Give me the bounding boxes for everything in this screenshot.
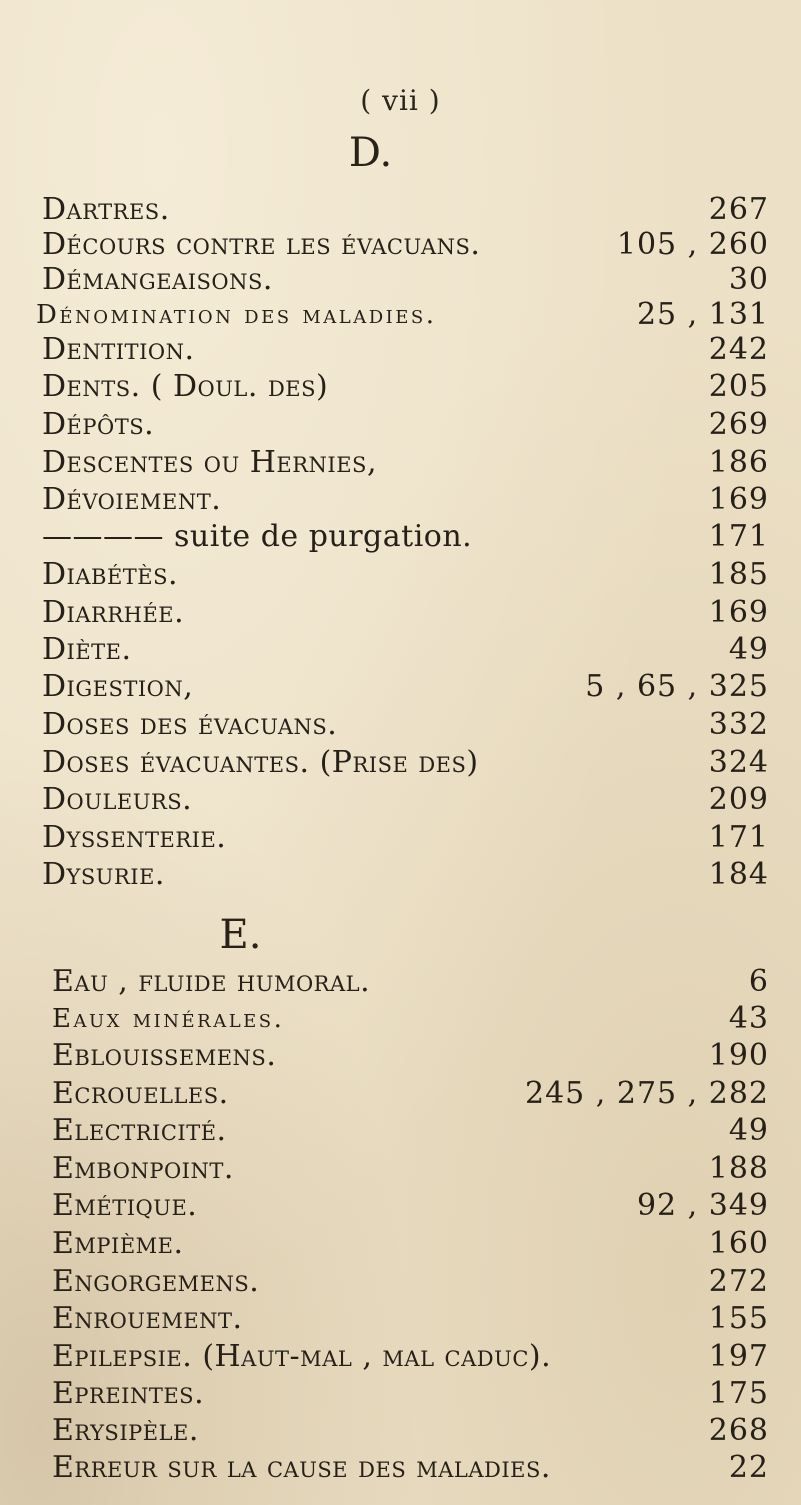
entry-term: Descentes ou Hernies, <box>42 445 377 480</box>
entry-pages: 190 <box>708 1038 769 1073</box>
entry-term: Dentition. <box>42 332 195 367</box>
entry-term: Dénomination des maladies. <box>36 300 437 330</box>
index-entry <box>0 1448 801 1492</box>
entry-term: Doses des évacuans. <box>42 707 338 742</box>
entry-pages: 245 , 275 , 282 <box>525 1076 769 1111</box>
entry-pages: 184 <box>708 857 769 892</box>
entry-pages: 186 <box>708 445 769 480</box>
entry-term: Engorgemens. <box>52 1264 260 1299</box>
entry-term: Dyssenterie. <box>42 820 227 855</box>
entry-pages: 324 <box>708 745 769 780</box>
entry-pages: 49 <box>728 1113 769 1148</box>
entry-pages: 332 <box>708 707 769 742</box>
entry-pages: 105 , 260 <box>616 227 769 262</box>
entry-pages: 30 <box>728 262 769 297</box>
entry-term: Enrouement. <box>52 1301 243 1336</box>
entry-term: Emétique. <box>52 1188 198 1223</box>
entry-pages: 25 , 131 <box>636 297 769 332</box>
entry-pages: 209 <box>708 782 769 817</box>
entry-term: Electricité. <box>52 1113 227 1148</box>
entry-pages: 268 <box>708 1413 769 1448</box>
entry-term: Embonpoint. <box>52 1151 234 1186</box>
section-letter-d: D. <box>348 130 393 176</box>
entry-term: Epilepsie. (Haut-mal , mal caduc). <box>52 1339 552 1374</box>
entry-term: Eaux minérales. <box>52 1004 285 1034</box>
entry-term: Dartres. <box>42 192 170 227</box>
entry-term: Dévoiement. <box>42 482 222 517</box>
entry-pages: 197 <box>708 1339 769 1374</box>
entry-term: Dysurie. <box>42 857 165 892</box>
entry-pages: 171 <box>708 820 769 855</box>
entry-term: Epreintes. <box>52 1376 205 1411</box>
entry-pages: 175 <box>708 1376 769 1411</box>
entry-term: Diète. <box>42 632 132 667</box>
entry-pages: 160 <box>708 1226 769 1261</box>
entry-term: Erreur sur la cause des maladies. <box>52 1450 551 1485</box>
section-letter-e: E. <box>219 912 262 958</box>
entry-pages: 188 <box>708 1151 769 1186</box>
entry-term: Démangeaisons. <box>42 262 273 297</box>
entry-pages: 43 <box>728 1001 769 1036</box>
entry-term: Diabétès. <box>42 557 179 592</box>
entry-pages: 6 <box>748 964 769 999</box>
entry-term: Eblouissemens. <box>52 1038 277 1073</box>
entry-pages: 185 <box>708 557 769 592</box>
entry-term: Digestion, <box>42 669 194 704</box>
entry-pages: 171 <box>708 519 769 554</box>
entry-pages: 242 <box>708 332 769 367</box>
entry-term: Erysipèle. <box>52 1413 199 1448</box>
entry-pages: 22 <box>728 1450 769 1485</box>
entry-term: Empième. <box>52 1226 184 1261</box>
entry-term: Décours contre les évacuans. <box>42 227 481 262</box>
entry-pages: 272 <box>708 1264 769 1299</box>
index-entry <box>0 855 801 899</box>
entry-pages: 169 <box>708 482 769 517</box>
entry-term: Doses évacuantes. (Prise des) <box>42 745 479 780</box>
entry-term: Diarrhée. <box>42 595 185 630</box>
entry-term: Dépôts. <box>42 407 155 442</box>
entry-pages: 269 <box>708 407 769 442</box>
page-number: ( vii ) <box>360 84 441 117</box>
entry-pages: 155 <box>708 1301 769 1336</box>
entry-pages: 169 <box>708 595 769 630</box>
entry-term: Ecrouelles. <box>52 1076 229 1111</box>
entry-term: Dents. ( Doul. des) <box>42 369 329 404</box>
entry-pages: 205 <box>708 369 769 404</box>
entry-pages: 5 , 65 , 325 <box>585 669 769 704</box>
entry-term: Eau , fluide humoral. <box>52 964 371 999</box>
entry-pages: 92 , 349 <box>636 1188 769 1223</box>
entry-term: ———— suite de purgation. <box>42 519 473 554</box>
entry-pages: 49 <box>728 632 769 667</box>
entry-pages: 267 <box>708 192 769 227</box>
entry-term: Douleurs. <box>42 782 193 817</box>
